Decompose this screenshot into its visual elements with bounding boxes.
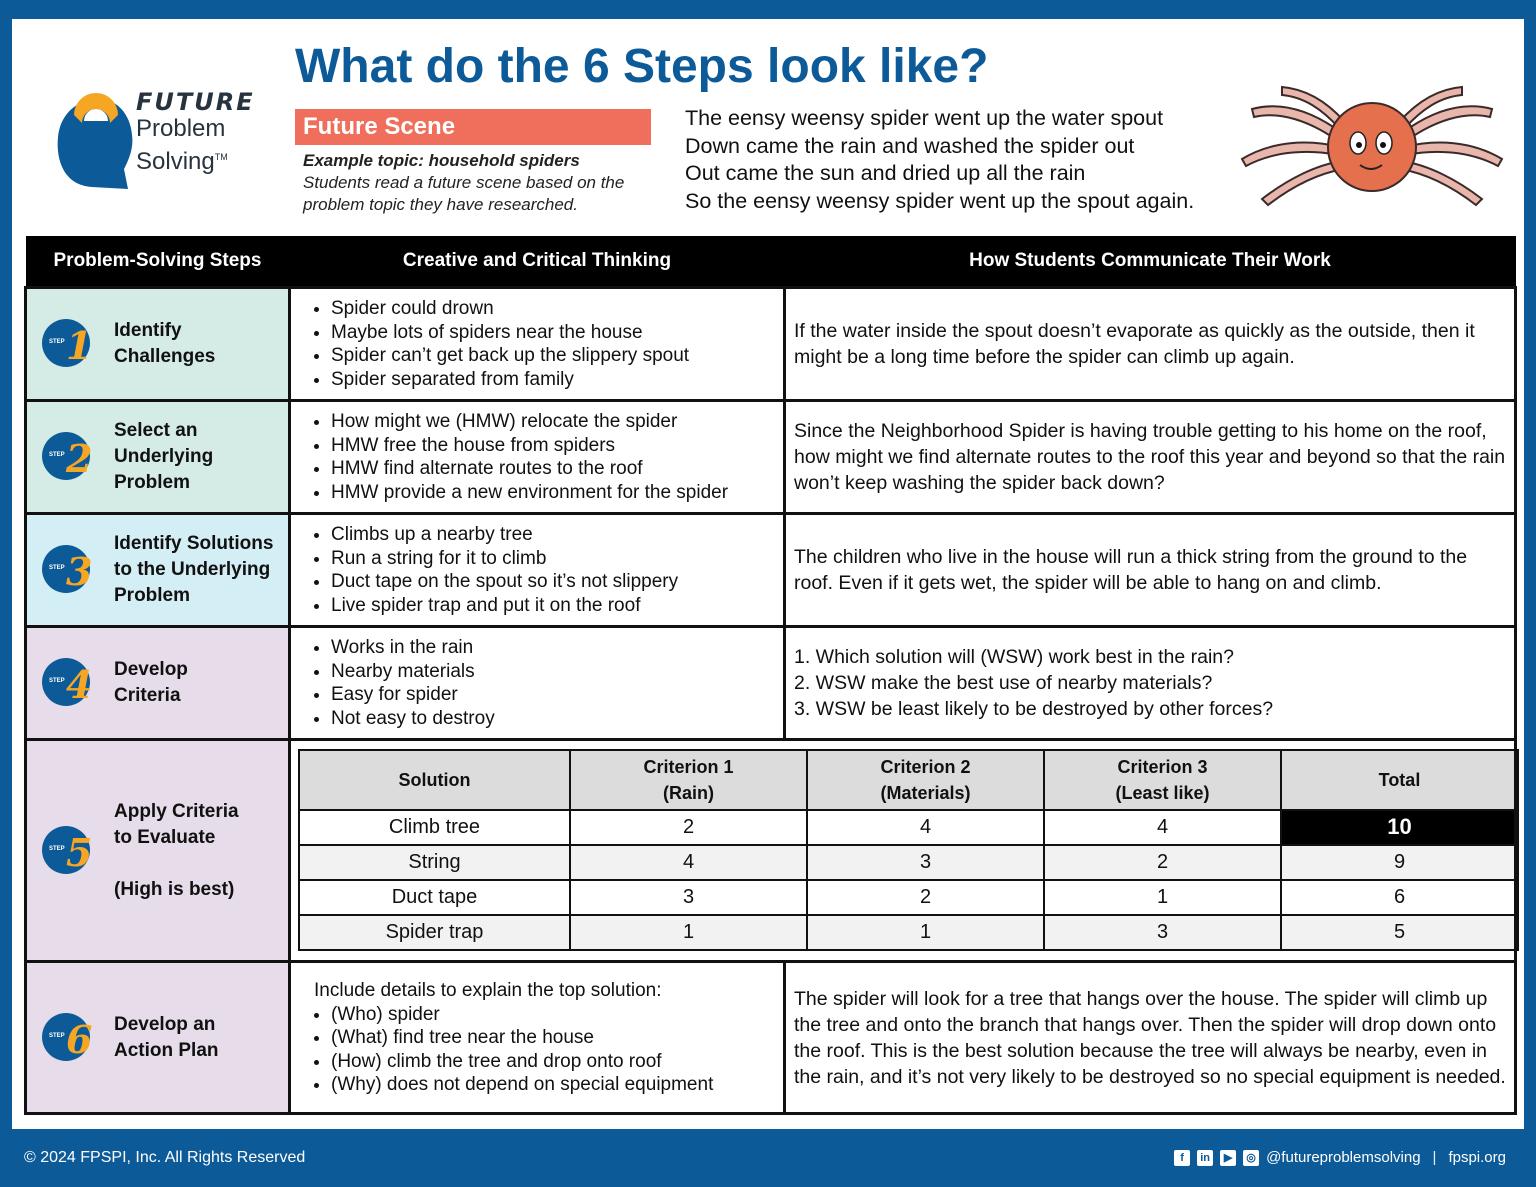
list-item: • Run a string for it to climb (331, 547, 783, 571)
communicate-cell: The children who live in the house will run a thick string from the ground to the roof. Even if it gets wet, the spider will be able to hang on and climb. (785, 514, 1516, 627)
score: 2 (1044, 845, 1281, 880)
step-row-4 (26, 627, 1516, 740)
example-description: Students read a future scene based on the problem topic they have researched. (303, 173, 625, 214)
youtube-icon[interactable]: ▶ (1220, 1150, 1236, 1166)
total-score: 6 (1281, 880, 1518, 915)
score: 1 (570, 915, 807, 950)
step-badge: STEP 5 (42, 826, 92, 876)
step-row-6 (26, 962, 1516, 1114)
total-score: 5 (1281, 915, 1518, 950)
list-item: • Spider can’t get back up the slippery spout (331, 344, 783, 368)
step-label: Develop Criteria (114, 659, 188, 706)
list-item: • Climbs up a nearby tree (331, 523, 783, 547)
score: 3 (807, 845, 1044, 880)
communicate-cell (785, 627, 1516, 740)
solution-name: Climb tree (299, 810, 570, 845)
poem-line: Down came the rain and washed the spider out (685, 133, 1135, 158)
logo-solving: Solving (136, 148, 215, 175)
facebook-icon[interactable]: f (1174, 1150, 1190, 1166)
list-item: • How might we (HMW) relocate the spider (331, 410, 783, 434)
six-steps-table (24, 236, 1517, 1115)
list-item: • Duct tape on the spout so it’s not slippery (331, 570, 783, 594)
thinking-cell (290, 401, 785, 514)
score: 3 (570, 880, 807, 915)
list-item: • Live spider trap and put it on the roof (331, 594, 783, 618)
thinking-cell (290, 288, 785, 401)
list-item: • Spider separated from family (331, 368, 783, 392)
step-badge: STEP 2 (42, 432, 92, 482)
list-item: • (What) find tree near the house (331, 1026, 783, 1050)
step-cell (26, 740, 290, 962)
criterion-question: 3. WSW be least likely to be destroyed by other forces? (794, 698, 1274, 720)
score: 1 (807, 915, 1044, 950)
step-row-5 (26, 740, 1516, 962)
list-item: • Not easy to destroy (331, 707, 783, 731)
instagram-icon[interactable]: ◎ (1243, 1150, 1259, 1166)
score: 2 (570, 810, 807, 845)
step-badge: STEP 3 (42, 545, 92, 595)
table-row (299, 810, 1518, 845)
column-header-communicate: How Students Communicate Their Work (785, 236, 1516, 288)
step-cell (26, 514, 290, 627)
step-cell (26, 401, 290, 514)
score: 1 (1044, 880, 1281, 915)
list-item: • (How) climb the tree and drop onto roof (331, 1050, 783, 1074)
list-item: • HMW find alternate routes to the roof (331, 457, 783, 481)
evaluation-cell (290, 740, 1516, 962)
list-item: • (Why) does not depend on special equipment (331, 1073, 783, 1097)
solution-name: Duct tape (299, 880, 570, 915)
matrix-header: Criterion 1 (Rain) (570, 750, 807, 810)
list-item: • HMW free the house from spiders (331, 434, 783, 458)
list-item: • Nearby materials (331, 660, 783, 684)
list-item: • Spider could drown (331, 297, 783, 321)
social-handle-link[interactable]: @futureproblemsolving (1266, 1149, 1421, 1166)
thinking-cell (290, 962, 785, 1114)
logo-tm: TM (214, 152, 228, 162)
score: 4 (807, 810, 1044, 845)
list-item: • Maybe lots of spiders near the house (331, 321, 783, 345)
total-score: 9 (1281, 845, 1518, 880)
list-item: • (Who) spider (331, 1003, 783, 1027)
table-row (299, 880, 1518, 915)
step-badge: STEP 4 (42, 658, 92, 708)
score: 4 (1044, 810, 1281, 845)
step-label: Identify Solutions to the Underlying Problem (114, 533, 274, 606)
future-scene-banner: Future Scene (295, 109, 651, 145)
step-label: Apply Criteria to Evaluate (High is best) (114, 800, 239, 900)
nursery-rhyme (685, 105, 1194, 215)
poem-line: The eensy weensy spider went up the water spout (685, 106, 1164, 130)
solution-name: Spider trap (299, 915, 570, 950)
step-row-2 (26, 401, 1516, 514)
step-badge: STEP 6 (42, 1013, 92, 1063)
page-title: What do the 6 Steps look like? (295, 40, 989, 93)
solution-name: String (299, 845, 570, 880)
logo-problem: Problem (136, 115, 226, 142)
example-block (303, 150, 663, 216)
evaluation-matrix (298, 749, 1519, 951)
communicate-cell: If the water inside the spout doesn’t evaporate as quickly as the outside, then it might be a long time before the spider can climb up again. (785, 288, 1516, 401)
step-label: Select an Underlying Problem (114, 420, 214, 493)
step-row-1 (26, 288, 1516, 401)
list-item: • Easy for spider (331, 683, 783, 707)
plan-intro: Include details to explain the top solution: (314, 979, 662, 1001)
step-badge: STEP 1 (42, 319, 92, 369)
matrix-header: Total (1281, 750, 1518, 810)
table-row (299, 915, 1518, 950)
matrix-header: Criterion 3 (Least like) (1044, 750, 1281, 810)
criterion-question: 1. Which solution will (WSW) work best in the rain? (794, 646, 1234, 668)
thinking-cell (290, 627, 785, 740)
list-item: • Works in the rain (331, 636, 783, 660)
matrix-header: Criterion 2 (Materials) (807, 750, 1044, 810)
communicate-cell: The spider will look for a tree that hangs over the house. The spider will climb up the tree and onto the branch that hangs over. Then the spider will drop down onto the roof. This is the best solution because the tree will always be nearby, even in the rain, and it’s not very likely to be destroyed so no special equipment is needed. (785, 962, 1516, 1114)
thinking-cell (290, 514, 785, 627)
logo-wordmark (136, 89, 255, 176)
column-header-thinking: Creative and Critical Thinking (290, 236, 785, 288)
total-score-top: 10 (1281, 810, 1518, 845)
step-cell (26, 288, 290, 401)
score: 2 (807, 880, 1044, 915)
matrix-header: Solution (299, 750, 570, 810)
column-header-steps: Problem-Solving Steps (26, 236, 290, 288)
step-label: Identify Challenges (114, 320, 216, 367)
poem-line: So the eensy weensy spider went up the spout again. (685, 188, 1195, 213)
score: 3 (1044, 915, 1281, 950)
linkedin-icon[interactable]: in (1197, 1150, 1213, 1166)
criterion-question: 2. WSW make the best use of nearby materials? (794, 672, 1213, 694)
spider-illustration (1222, 81, 1522, 211)
table-row (299, 845, 1518, 880)
score: 4 (570, 845, 807, 880)
example-topic: Example topic: household spiders (303, 151, 580, 170)
list-item: • HMW provide a new environment for the spider (331, 481, 783, 505)
logo-future: FUTURE (136, 88, 255, 116)
footer-links (1174, 1149, 1506, 1166)
copyright: © 2024 FPSPI, Inc. All Rights Reserved (24, 1149, 306, 1166)
footer-divider: | (1432, 1149, 1437, 1166)
step-row-3 (26, 514, 1516, 627)
step-label: Develop an Action Plan (114, 1013, 219, 1061)
step-cell (26, 627, 290, 740)
worksheet (12, 19, 1524, 1129)
website-link[interactable]: fpspi.org (1448, 1149, 1506, 1166)
step-cell (26, 962, 290, 1114)
communicate-cell: Since the Neighborhood Spider is having trouble getting to his home on the roof, how might we find alternate routes to the roof this year and beyond so that the rain won’t keep washing the spider back down? (785, 401, 1516, 514)
poem-line: Out came the sun and dried up all the rain (685, 161, 1086, 185)
matrix-header-row (299, 750, 1518, 810)
